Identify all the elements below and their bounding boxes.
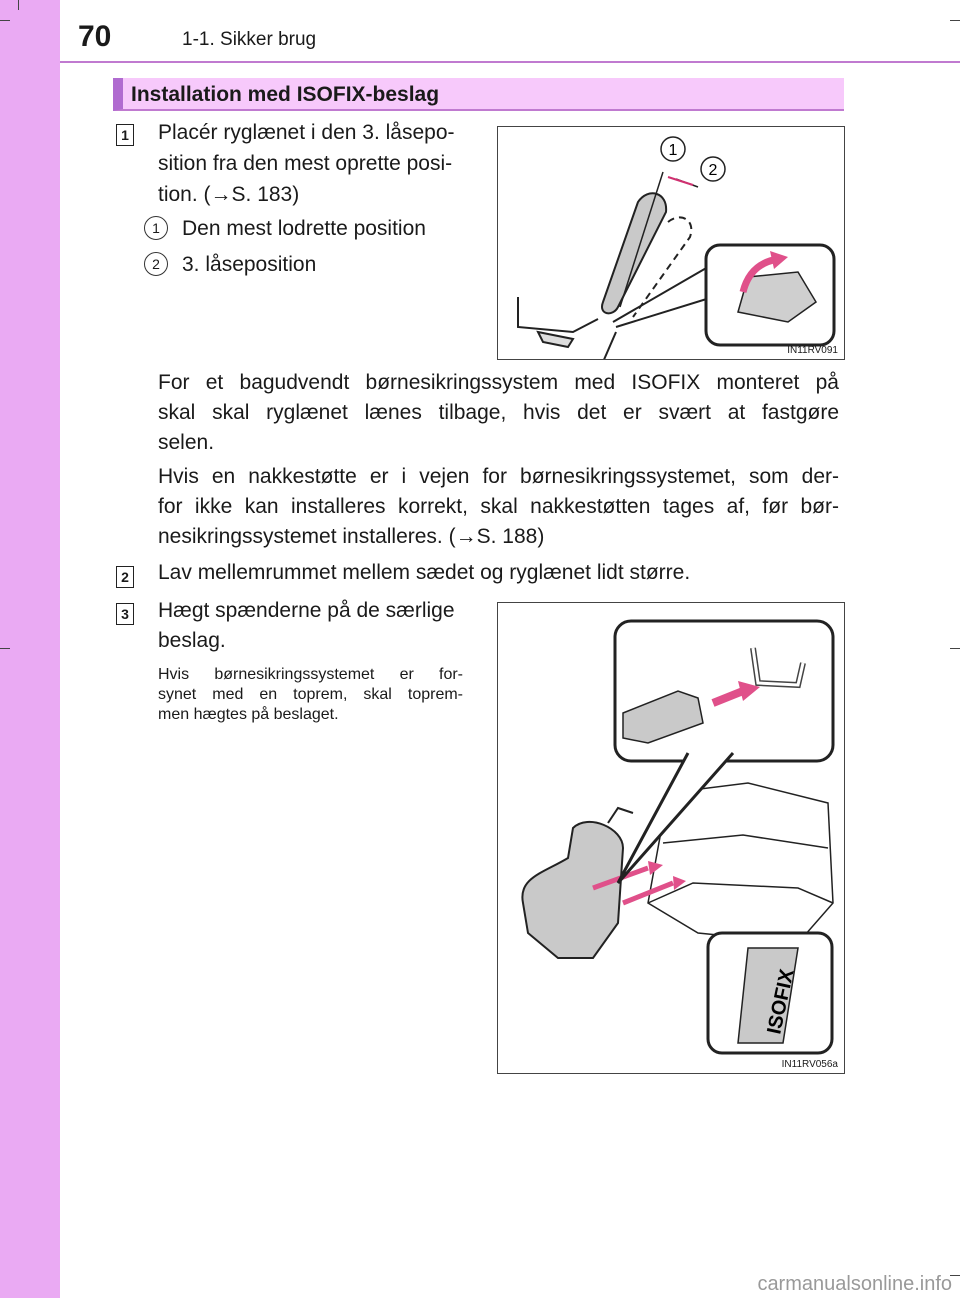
para-1-line-3: selen. [158, 431, 215, 454]
step-3-note-1: Hvis børnesikringssystemet er for- [158, 666, 463, 683]
figure-1-code: IN11RV091 [787, 345, 838, 356]
item-2-text: 3. låseposition [182, 253, 317, 276]
section-header: 1-1. Sikker brug [182, 29, 317, 50]
para-1-line-1: For et bagudvendt børnesikringssystem med ISOFIX monteret på [158, 371, 839, 394]
step-2-text: Lav mellemrummet mellem sædet og ryglænet lidt større. [158, 561, 691, 584]
fig1-callout-1: 1 [668, 142, 678, 159]
box-title-text: Installation med ISOFIX-beslag [131, 83, 440, 106]
crop-mark [0, 20, 10, 21]
step-1-line-1: Placér ryglænet i den 3. låsepo- [158, 121, 455, 144]
seat-recline-illustration [498, 127, 844, 359]
side-tab-bar [0, 0, 60, 1298]
step-1-line-2: sition fra den mest oprette posi- [158, 152, 453, 175]
crop-mark [950, 648, 960, 649]
figure-seat-recline [497, 126, 845, 360]
step-3-note-3: men hægtes på beslaget. [158, 706, 339, 723]
para-2-line-3: nesikringssystemet installeres. (→S. 188) [158, 525, 545, 548]
step-1-badge: 1 [116, 124, 134, 146]
step-3-line-2: beslag. [158, 629, 226, 652]
para-2-line-1: Hvis en nakkestøtte er i vejen for børnesikringssystemet, som der- [158, 465, 839, 488]
isofix-illustration [498, 603, 844, 1073]
crop-mark [950, 20, 960, 21]
crop-mark [0, 648, 10, 649]
isofix-label: ISOFIX [763, 967, 799, 1037]
item-2-circle: 2 [144, 252, 168, 276]
header-rule [60, 61, 960, 63]
crop-mark [18, 0, 19, 10]
step-2-badge: 2 [116, 566, 134, 588]
figure-isofix-install [497, 602, 845, 1074]
box-title [113, 78, 844, 111]
watermark: carmanualsonline.info [757, 1273, 952, 1295]
para-1-line-2: skal skal ryglænet lænes tilbage, hvis det er svært at fastgøre [158, 401, 839, 424]
step-3-line-1: Hægt spænderne på de særlige [158, 599, 455, 622]
item-1-text: Den mest lodrette position [182, 217, 426, 240]
step-3-badge: 3 [116, 603, 134, 625]
page-number: 70 [78, 20, 112, 53]
step-1-line-3: tion. (→S. 183) [158, 183, 300, 206]
item-1-circle: 1 [144, 216, 168, 240]
fig1-callout-2: 2 [708, 162, 718, 179]
para-2-line-2: for ikke kan installeres korrekt, skal nakkestøtten tages af, før bør- [158, 495, 839, 518]
figure-2-code: IN11RV056a [781, 1059, 838, 1070]
step-3-note-2: synet med en toprem, skal toprem- [158, 686, 463, 703]
